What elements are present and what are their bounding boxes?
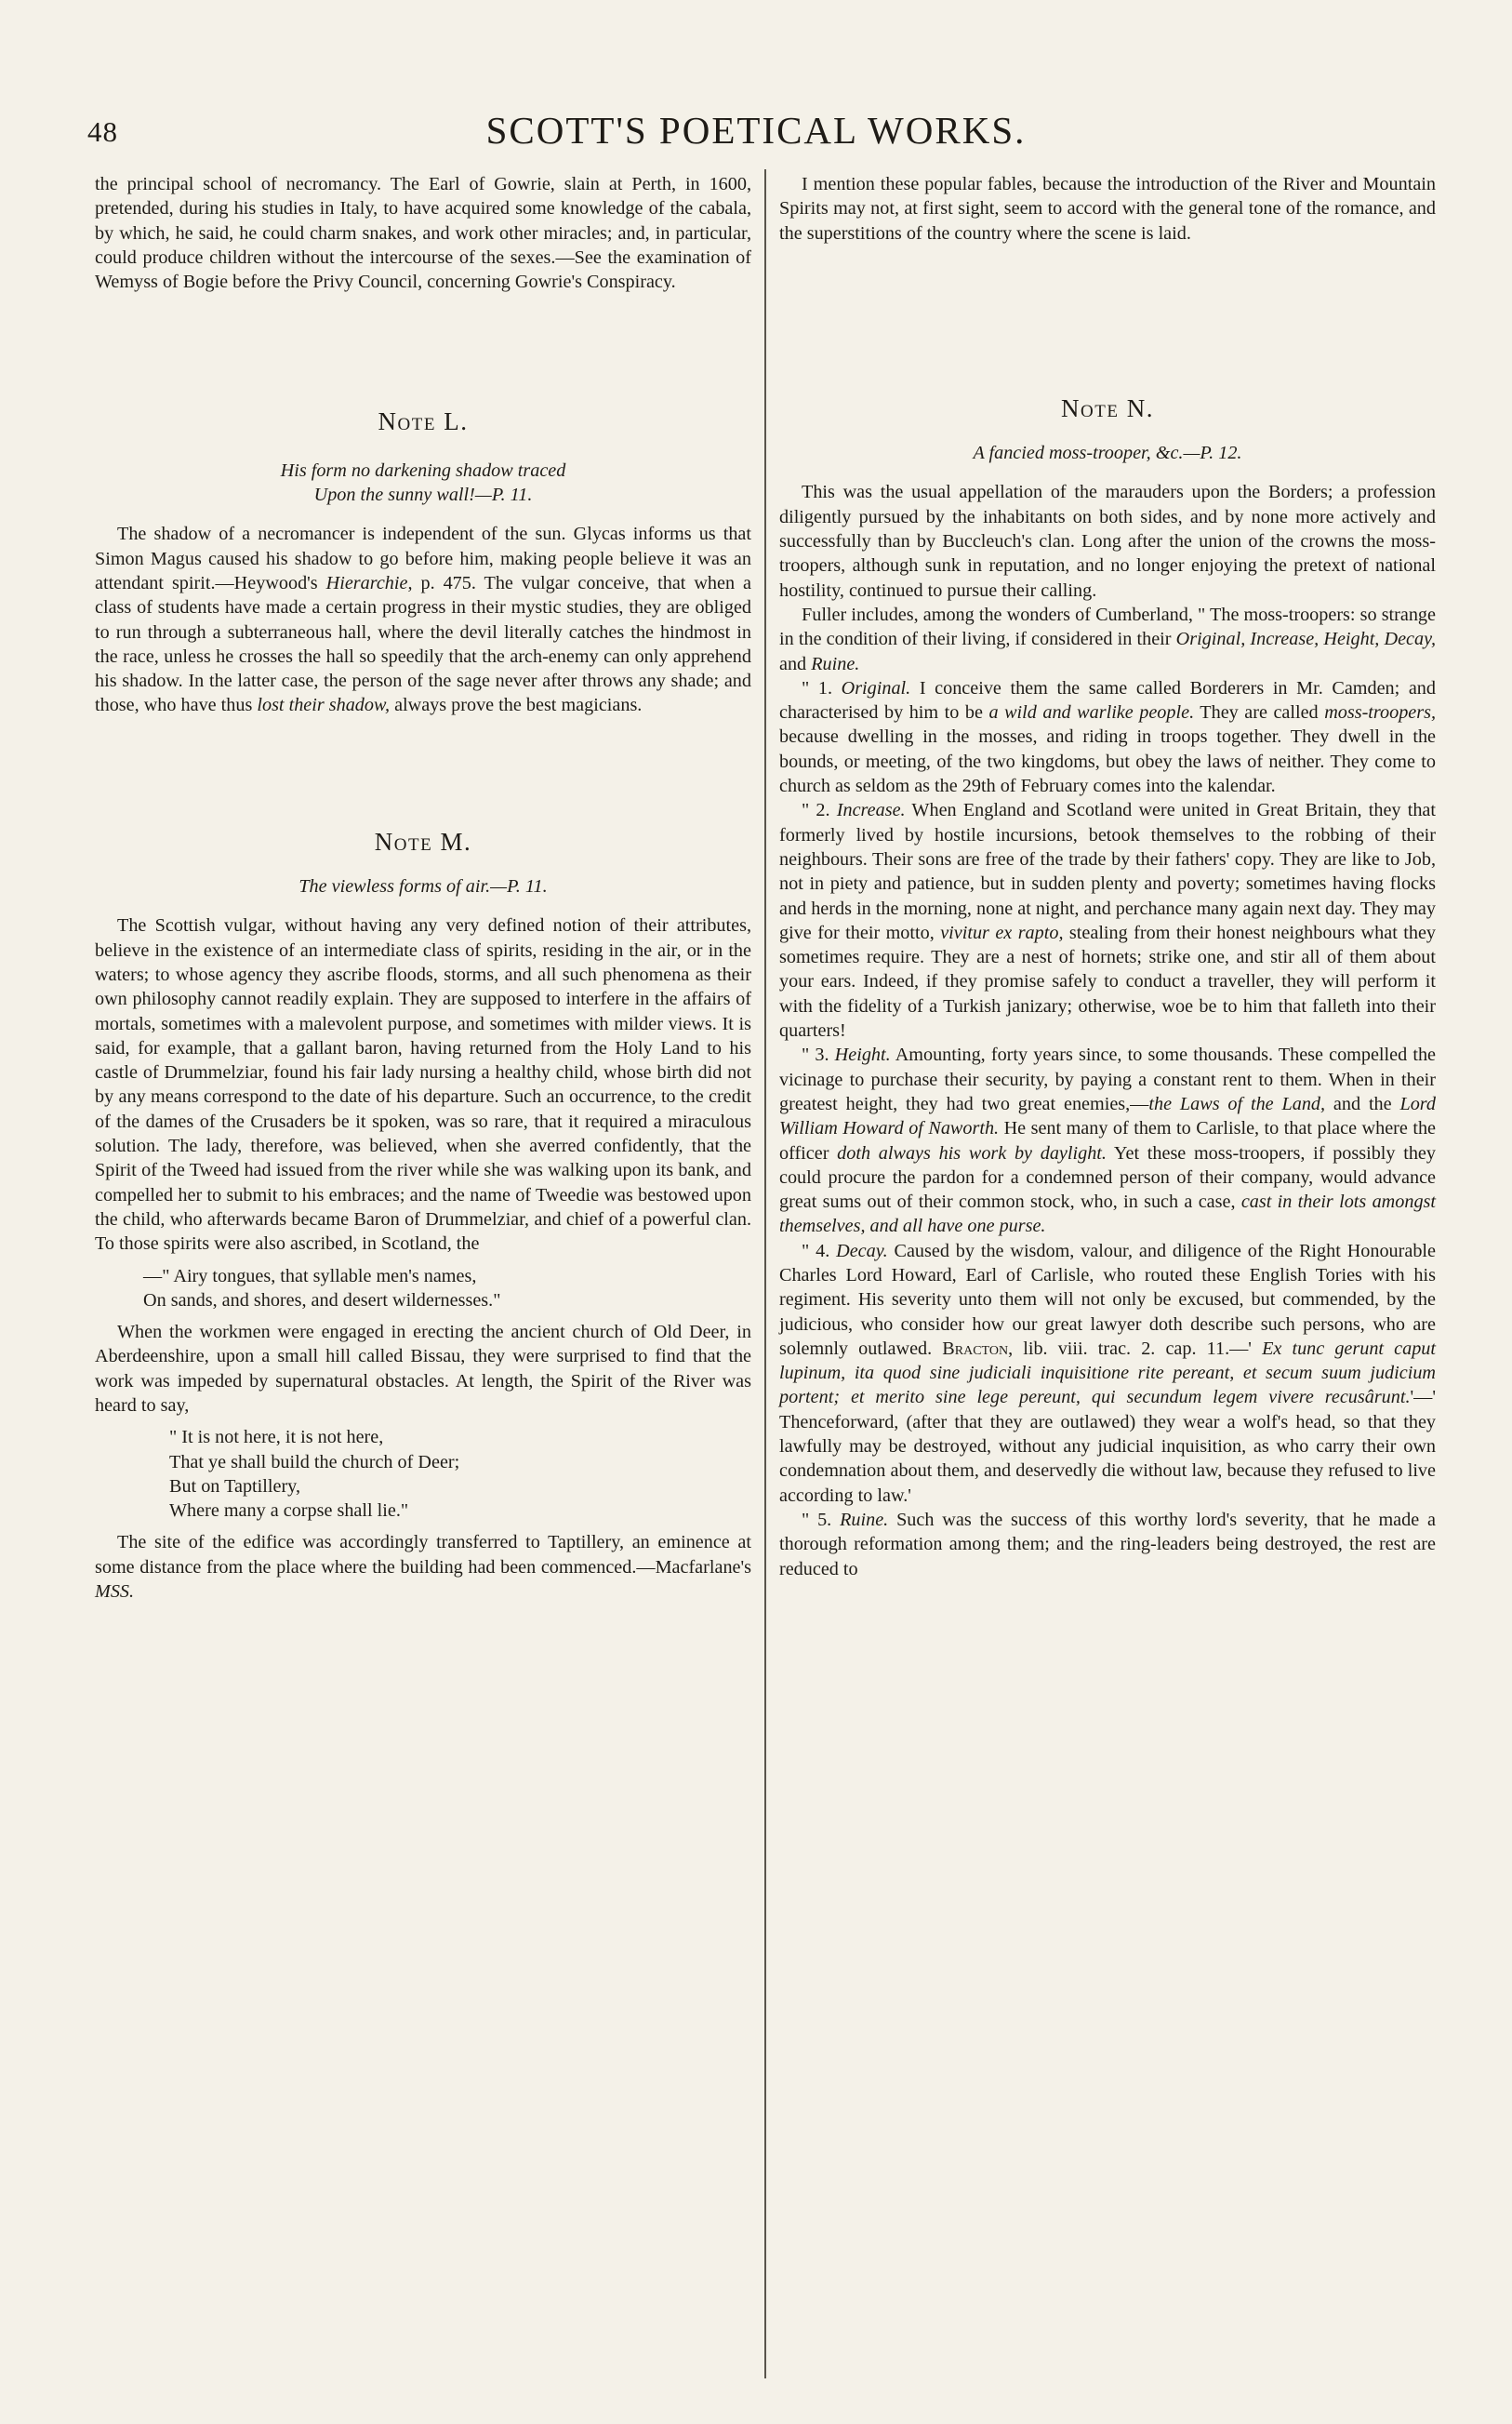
note-n-item-original: " 1. Original. I conceive them the same called Borderers in Mr. Camden; and characterised by him to be a wild and warlike people. They are called moss-troopers, because dwelling in the mosses, and riding in troops together. They dwell in the bounds, or meeting, of the two kingdoms, but obey the laws of neither. They come to church as seldom as the 29th of February comes into the kalendar. <box>779 677 1437 797</box>
note-l-body: The shadow of a necromancer is independent of the sun. Glycas informs us that Simon Magus caused his shadow to go before him, making people believe it was an attendant spirit.—Heywood's Hierarchie, p. 475. The vulgar conceive, that when a class of students have made a certain progress in their mystic studies, they are obliged to run through a subterraneous hall, where the devil literally catches the hindmost in the race, unless he crosses the hall so speedily that the arch-enemy can only apprehend his shadow. In the latter case, the person of the sage never after throws any shade; and those, who have thus lost their shadow, always prove the best magicians. <box>95 524 751 716</box>
note-m-paragraph-1: The Scottish vulgar, without having any very defined notion of their attributes, believe in the existence of an intermediate class of spirits, residing in the air, or in the waters; to whose agency they ascribe floods, storms, and all such phenomena as their own philosophy cannot readily explain. They are supposed to interfere in the affairs of mortals, sometimes with a malevolent purpose, and sometimes with milder views. It is said, for example, that a gallant baron, having returned from the Holy Land to his castle of Drummelziar, found his fair lady nursing a healthy child, whose birth did not by any means correspond to the date of his departure. Such an occurrence, to the credit of the dames of the Crusaders be it spoken, was so rare, that it required a miraculous solution. The lady, therefore, was believed, when she averred confidently, that the Spirit of the Tweed had issued from the river while she was walking upon its bank, and compelled her to submit to his embraces; and the name of Tweedie was bestowed upon the child, who afterwards became Baron of Drummelziar, and chief of a powerful clan. To those spirits were also ascribed, in Scotland, the <box>95 915 751 1255</box>
note-m-verse-1-line-2: On sands, and shores, and desert wildernesses." <box>143 1289 501 1311</box>
note-m-citation: The viewless forms of air.—P. 11. <box>298 876 548 898</box>
note-l-citation-line1: His form no darkening shadow traced <box>280 459 566 481</box>
note-n-item-height: " 3. Height. Amounting, forty years since, to some thousands. These compelled the vicinage to purchase their security, by paying a constant rent to them. When in their greatest height, they had two great enemies,—the Laws of the Land, and the Lord William Howard of Naworth. He sent many of them to Carlisle, to that place where the officer doth always his work by daylight. Yet these moss-troopers, if possibly they could procure the pardon for a condemned person of their company, would advance great sums out of their common stock, who, in such a case, cast in their lots amongst themselves, and all have one purse. <box>779 1045 1437 1237</box>
note-l-title: Note L. <box>378 407 469 436</box>
note-m-verse-2-line-4: Where many a corpse shall lie." <box>169 1500 409 1522</box>
note-n-citation: A fancied moss-trooper, &c.—P. 12. <box>973 443 1242 464</box>
note-m-paragraph-3: The site of the edifice was accordingly transferred to Taptillery, an eminence at some distance from the place where the building had been commenced.—Macfarlane's MSS. <box>95 1532 751 1603</box>
note-m-verse-2-line-2: That ye shall build the church of Deer; <box>169 1451 460 1472</box>
note-m-verse-1-line-1: —" Airy tongues, that syllable men's names, <box>143 1265 477 1286</box>
note-n-paragraph-1: This was the usual appellation of the marauders upon the Borders; a profession diligently pursued by the inhabitants on both sides, and by none more actively and successfully than by Buccleuch's clan. Long after the union of the crowns the moss-troopers, although sunk in reputation, and no longer enjoying the pretext of national hostility, continued to pursue their calling. <box>779 482 1436 601</box>
note-n-title: Note N. <box>1061 393 1154 422</box>
note-n-item-ruine: " 5. Ruine. Such was the success of this worthy lord's severity, that he made a thorough reformation among them; and the ring-leaders being destroyed, the rest are reduced to <box>779 1509 1436 1579</box>
note-n-item-decay: " 4. Decay. Caused by the wisdom, valour, and diligence of the Right Honourable Charles Lord Howard, Earl of Carlisle, who routed these English Tories with his regiment. His severity unto them will not only be excused, but commended, by the judicious, who consider how our great lawyer doth describe such persons, who are solemnly outlawed. Bracton, lib. viii. trac. 2. cap. 11.—' Ex tunc gerunt caput lupinum, ita quod sine judiciali inquisitione rite pereant, et secum suum judicium portent; et merito sine lege pereunt, qui secundum legem vivere recusârunt.'—' Thenceforward, (after that they are outlawed) they wear a wolf's head, so that they lawfully may be destroyed, without any judicial inquisition, as who carry their own condemnation about them, and deservedly die without law, because they refused to live according to law.' <box>779 1240 1437 1506</box>
note-l-citation-line2: Upon the sunny wall!—P. 11. <box>313 485 533 506</box>
note-n-paragraph-2: Fuller includes, among the wonders of Cumberland, " The moss-troopers: so strange in the condition of their living, if considered in their Original, Increase, Height, Decay, and Ruine. <box>779 604 1436 674</box>
right-column <box>779 172 1436 1581</box>
page-number: 48 <box>87 115 118 148</box>
note-n-item-increase: " 2. Increase. When England and Scotland were united in Great Britain, they that formerly lived by hostile incursions, betook themselves to the robbing of their neighbours. Their sons are free of the trade by their fathers' copy. They are like to Job, not in piety and patience, but in sudden plenty and poverty; sometimes having flocks and herds in the morning, none at night, and perchance many again next day. They may give for their motto, vivitur ex rapto, stealing from their honest neighbours what they sometimes require. They are a nest of hornets; strike one, and stir all of them about your ears. Indeed, if they promise safely to conduct a traveller, they will perform it with the fidelity of a Turkish janizary; otherwise, woe be to him that falleth into their quarters! <box>779 800 1436 1042</box>
note-m-verse-2-line-3: But on Taptillery, <box>169 1475 301 1497</box>
running-title: SCOTT'S POETICAL WORKS. <box>485 109 1027 152</box>
note-m-paragraph-2: When the workmen were engaged in erecting the ancient church of Old Deer, in Aberdeenshire, upon a small hill called Bissau, they were surprised to find that the work was impeded by supernatural obstacles. At length, the Spirit of the River was heard to say, <box>95 1322 751 1416</box>
note-m-verse-2-line-1: " It is not here, it is not here, <box>169 1427 384 1448</box>
right-intro-paragraph: I mention these popular fables, because the introduction of the River and Mountain Spirits may not, at first sight, seem to accord with the general tone of the romance, and the superstitions of the country where the scene is laid. <box>779 174 1436 244</box>
left-intro-paragraph: the principal school of necromancy. The Earl of Gowrie, slain at Perth, in 1600, pretended, during his studies in Italy, to have acquired some knowledge of the cabala, by which, he said, he could charm snakes, and work other miracles; and, in particular, could produce children without the intercourse of the sexes.—See the examination of Wemyss of Bogie before the Privy Council, concerning Gowrie's Conspiracy. <box>95 174 751 293</box>
left-column <box>95 172 751 1604</box>
note-m-title: Note M. <box>374 827 472 856</box>
column-divider <box>764 169 766 2378</box>
